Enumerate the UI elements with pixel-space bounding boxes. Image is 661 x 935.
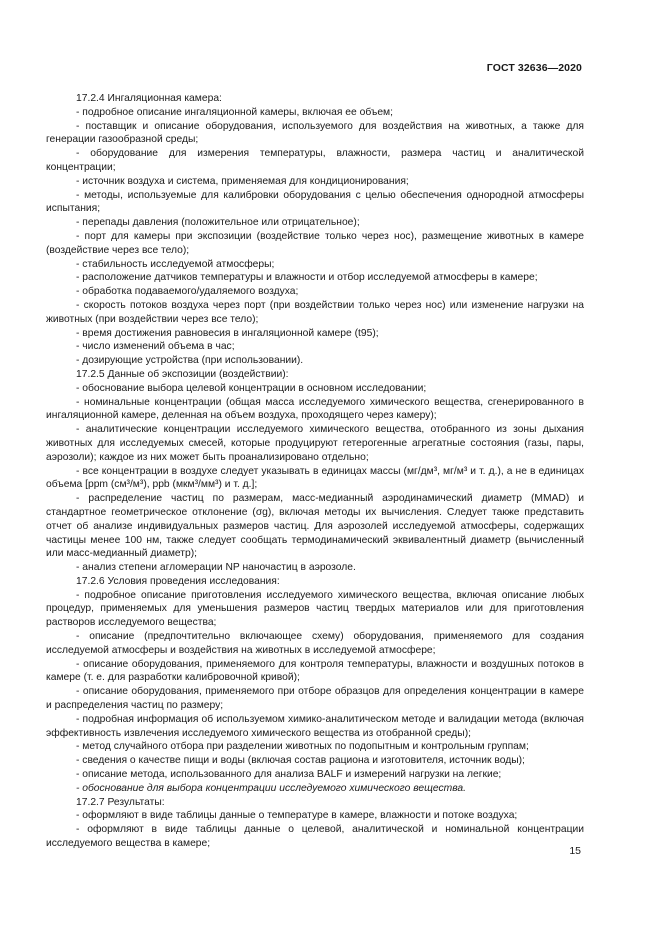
section-heading-17-2-5: 17.2.5 Данные об экспозиции (воздействии):	[76, 368, 289, 380]
section-heading-17-2-4: 17.2.4 Ингаляционная камера:	[76, 93, 222, 104]
document-header: ГОСТ 32636—2020	[486, 62, 582, 74]
list-item: - описание оборудования, применяемого при отборе образцов для определения концентрации в камере и распределения частиц по размеру;	[46, 686, 584, 712]
list-item: - поставщик и описание оборудования, используемого для воздействия на животных, а также для генерации газообразной среды;	[46, 120, 584, 146]
list-item: - оформляют в виде таблицы данные о целевой, аналитической и номинальной концентрации исследуемого вещества в камере;	[46, 824, 584, 850]
list-item: - порт для камеры при экспозиции (воздействие только через нос), размещение животных в камере (воздействие через все тело);	[46, 230, 584, 256]
list-item: - обоснование для выбора концентрации исследуемого химического вещества.	[76, 782, 466, 794]
list-item: - обработка подаваемого/удаляемого воздуха;	[76, 286, 299, 298]
list-item: - описание метода, использованного для анализа BALF и измерений нагрузки на легкие;	[76, 769, 502, 781]
list-item: - подробное описание приготовления исследуемого химического вещества, включая описание любых процедур, применяемых для уменьшения размеров частиц твердых материалов или для приготовления растворов исследуемого вещества;	[46, 589, 584, 629]
list-item: - описание оборудования, применяемого для контроля температуры, влажности и воздушных потоков в камере (т. е. для разработки калибровочной кривой);	[46, 658, 584, 684]
list-item: - распределение частиц по размерам, масс-медианный аэродинамический диаметр (MMAD) и стандартное геометрическое отклонение (σg), включая методы их вычисления. Следует также представить отчет об анализе индивидуальных размеров частиц. Для аэрозолей исследуемой атмосферы, содержащих частицы менее 100 нм, также следует сообщать термодинамический эквивалентный диаметр (вычисленный или масс-медианный диаметр);	[46, 493, 584, 560]
list-item: - подробная информация об используемом химико-аналитическом методе и валидации метода (включая эффективность извлечения исследуемого химического вещества из отобранной среды);	[46, 713, 584, 739]
list-item: - подробное описание ингаляционной камеры, включая ее объем;	[76, 106, 393, 118]
list-item: - метод случайного отбора при разделении животных по подопытным и контрольным группам;	[76, 741, 529, 753]
list-item: - номинальные концентрации (общая масса исследуемого химического вещества, сгенерированного в ингаляционной камере, деленная на объем воздуха, проходящего через камеру);	[46, 396, 584, 422]
list-item: - анализ степени агломерации NP наночастиц в аэрозоле.	[76, 562, 356, 574]
page-number: 15	[569, 845, 581, 857]
list-item: - сведения о качестве пищи и воды (включая состав рациона и изготовителя, источник воды);	[76, 755, 525, 767]
list-item: - оформляют в виде таблицы данные о температуре в камере, влажности и потоке воздуха;	[76, 810, 518, 822]
list-item: - описание (предпочтительно включающее схему) оборудования, применяемого для создания исследуемой атмосферы и воздействия на животных в исследуемой атмосфере;	[46, 631, 584, 656]
list-item: - стабильность исследуемой атмосферы;	[76, 258, 275, 270]
list-item: - источник воздуха и система, применяемая для кондиционирования;	[76, 175, 409, 187]
list-item: - оборудование для измерения температуры, влажности, размера частиц и аналитической концентрации;	[46, 148, 584, 173]
list-item: - аналитические концентрации исследуемого химического вещества, отобранного из зоны дыхания животных для исследуемых смесей, которые продуцируют гетерогенные агрегатные состояния (газы, пары, аэрозоли); каждое из них может быть проанализировано отдельно;	[46, 424, 584, 463]
list-item: - дозирующие устройства (при использовании).	[76, 355, 304, 367]
list-item: - скорость потоков воздуха через порт (при воздействии только через нос) или изменение нагрузки на животных (при воздействии через все тело);	[46, 299, 584, 325]
list-item: - обоснование выбора целевой концентрации в основном исследовании;	[76, 382, 427, 394]
document-body	[46, 92, 584, 851]
list-item: - методы, используемые для калибровки оборудования с целью обеспечения однородной атмосферы испытания;	[46, 189, 584, 215]
section-heading-17-2-6: 17.2.6 Условия проведения исследования:	[76, 575, 280, 587]
section-heading-17-2-7: 17.2.7 Результаты:	[76, 796, 165, 808]
list-item: - расположение датчиков температуры и влажности и отбор исследуемой атмосферы в камере;	[76, 272, 538, 284]
list-item: - перепады давления (положительное или отрицательное);	[76, 217, 360, 229]
list-item: - все концентрации в воздухе следует указывать в единицах массы (мг/дм³, мг/м³ и т. д.), а не в единицах объема [ppm (см³/м³), ppb (мкм³/мм³) и т. д.];	[46, 465, 584, 491]
list-item: - число изменений объема в час;	[76, 341, 235, 353]
list-item: - время достижения равновесия в ингаляционной камере (t95);	[76, 327, 379, 339]
